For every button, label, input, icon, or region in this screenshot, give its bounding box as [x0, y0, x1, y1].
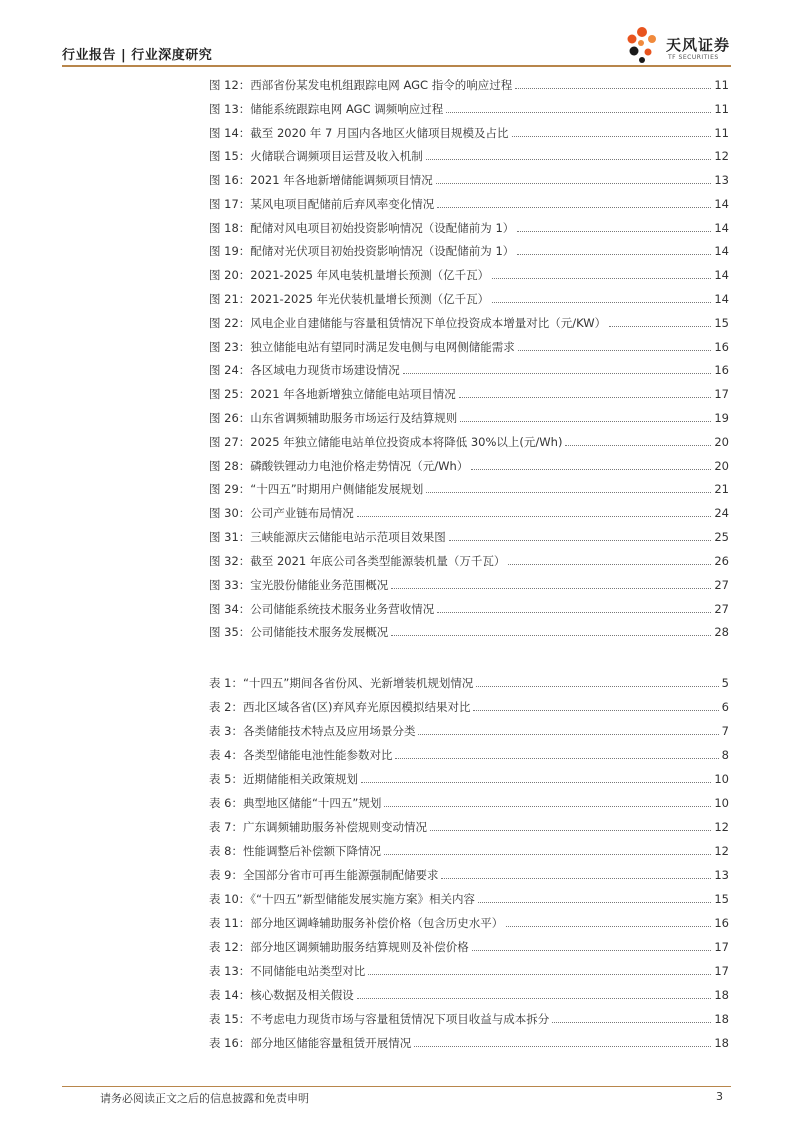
- toc-table-entry[interactable]: [209, 746, 729, 762]
- toc-figure-entry[interactable]: [209, 433, 729, 449]
- toc-entry-title: 图 13：储能系统跟踪电网 AGC 调频响应过程: [209, 102, 444, 116]
- toc-leader-dots: [512, 136, 712, 137]
- toc-page-number: 11: [714, 102, 729, 116]
- footer-page-number: 3: [716, 1090, 723, 1103]
- toc-entry-title: 表 7：广东调频辅助服务补偿规则变动情况: [209, 820, 427, 834]
- header-divider: [62, 65, 731, 67]
- toc-page-number: 12: [714, 844, 729, 858]
- toc-table-entry[interactable]: [209, 770, 729, 786]
- toc-page-number: 5: [721, 676, 729, 690]
- toc-page-number: 11: [714, 78, 729, 92]
- toc-leader-dots: [446, 112, 711, 113]
- toc-leader-dots: [515, 88, 711, 89]
- toc-page-number: 16: [714, 363, 729, 377]
- toc-page-number: 18: [714, 988, 729, 1002]
- toc-table-entry[interactable]: [209, 914, 729, 930]
- toc-leader-dots: [391, 588, 711, 589]
- toc-figure-entry[interactable]: [209, 100, 729, 116]
- toc-leader-dots: [609, 326, 711, 327]
- toc-figure-entry[interactable]: [209, 219, 729, 235]
- report-category: 行业报告 | 行业深度研究: [62, 48, 213, 63]
- toc-figure-entry[interactable]: [209, 314, 729, 330]
- toc-figure-entry[interactable]: [209, 338, 729, 354]
- toc-page-number: 20: [714, 459, 729, 473]
- toc-leader-dots: [391, 635, 711, 636]
- toc-figure-entry[interactable]: [209, 76, 729, 92]
- toc-entry-title: 表 1：“十四五”期间各省份风、光新增装机规划情况: [209, 676, 474, 690]
- toc-leader-dots: [418, 734, 718, 735]
- toc-leader-dots: [414, 1046, 711, 1047]
- toc-leader-dots: [460, 421, 711, 422]
- toc-entry-title: 图 29：“十四五”时期用户侧储能发展规划: [209, 482, 424, 496]
- toc-page-number: 14: [714, 292, 729, 306]
- toc-entry-title: 表 10：《“十四五”新型储能发展实施方案》相关内容: [209, 892, 475, 906]
- toc-entry-title: 表 9：全国部分省市可再生能源强制配储要求: [209, 868, 439, 882]
- toc-leader-dots: [403, 373, 712, 374]
- toc-leader-dots: [384, 854, 711, 855]
- toc-page-number: 11: [714, 126, 729, 140]
- toc-table-entry[interactable]: [209, 866, 729, 882]
- toc-leader-dots: [459, 397, 712, 398]
- toc-leader-dots: [426, 492, 711, 493]
- toc-leader-dots: [565, 445, 711, 446]
- toc-page-number: 14: [714, 268, 729, 282]
- logo-chinese-name: 天风证券: [666, 36, 731, 54]
- toc-leader-dots: [357, 516, 712, 517]
- toc-entry-title: 表 13：不同储能电站类型对比: [209, 964, 366, 978]
- toc-page-number: 17: [714, 964, 729, 978]
- toc-page-number: 17: [714, 940, 729, 954]
- toc-leader-dots: [430, 830, 711, 831]
- toc-entry-title: 图 22：风电企业自建储能与容量租赁情况下单位投资成本增量对比（元/KW）: [209, 316, 607, 330]
- toc-leader-dots: [552, 1022, 711, 1023]
- footer-divider: [62, 1086, 731, 1087]
- toc-page-number: 13: [714, 868, 729, 882]
- logo-flower-icon: [620, 24, 664, 66]
- toc-figure-entry[interactable]: [209, 504, 729, 520]
- toc-leader-dots: [384, 806, 711, 807]
- toc-page-number: 18: [714, 1012, 729, 1026]
- toc-table-entry[interactable]: [209, 986, 729, 1002]
- toc-leader-dots: [476, 686, 718, 687]
- toc-entry-title: 表 3：各类储能技术特点及应用场景分类: [209, 724, 416, 738]
- toc-entry-title: 图 18：配储对风电项目初始投资影响情况（设配储前为 1）: [209, 221, 515, 235]
- toc-table-entry[interactable]: [209, 842, 729, 858]
- toc-page-number: 12: [714, 820, 729, 834]
- toc-page-number: 8: [721, 748, 729, 762]
- toc-entry-title: 图 32：截至 2021 年底公司各类型能源装机量（万千瓦）: [209, 554, 506, 568]
- toc-leader-dots: [361, 782, 711, 783]
- toc-figure-entry[interactable]: [209, 480, 729, 496]
- toc-page-number: 16: [714, 340, 729, 354]
- toc-figure-entry[interactable]: [209, 623, 729, 639]
- toc-page-number: 15: [714, 892, 729, 906]
- toc-page-number: 20: [714, 435, 729, 449]
- toc-leader-dots: [492, 278, 711, 279]
- toc-entry-title: 图 34：公司储能系统技术服务业务营收情况: [209, 602, 435, 616]
- toc-page-number: 16: [714, 916, 729, 930]
- toc-leader-dots: [472, 950, 712, 951]
- toc-table-entry[interactable]: [209, 890, 729, 906]
- toc-entry-title: 图 15：火储联合调频项目运营及收入机制: [209, 149, 423, 163]
- footer-disclaimer: 请务必阅读正文之后的信息披露和免责申明: [100, 1092, 309, 1105]
- toc-page-number: 7: [721, 724, 729, 738]
- toc-entry-title: 表 5：近期储能相关政策规划: [209, 772, 358, 786]
- toc-figure-entry[interactable]: [209, 361, 729, 377]
- toc-figure-entry[interactable]: [209, 528, 729, 544]
- toc-leader-dots: [357, 998, 712, 999]
- toc-table-entry[interactable]: [209, 722, 729, 738]
- toc-page-number: 18: [714, 1036, 729, 1050]
- toc-table-entry[interactable]: [209, 1034, 729, 1050]
- toc-figure-entry[interactable]: [209, 552, 729, 568]
- toc-table-entry[interactable]: [209, 1010, 729, 1026]
- toc-leader-dots: [426, 159, 712, 160]
- toc-page-number: 15: [714, 316, 729, 330]
- toc-leader-dots: [473, 710, 718, 711]
- toc-page-number: 14: [714, 221, 729, 235]
- toc-entry-title: 图 14：截至 2020 年 7 月国内各地区火储项目规模及占比: [209, 126, 509, 140]
- toc-page-number: 28: [714, 625, 729, 639]
- toc-entry-title: 表 6：典型地区储能“十四五”规划: [209, 796, 382, 810]
- toc-figure-entry[interactable]: [209, 385, 729, 401]
- toc-figure-entry[interactable]: [209, 195, 729, 211]
- toc-page-number: 21: [714, 482, 729, 496]
- toc-entry-title: 表 8：性能调整后补偿额下降情况: [209, 844, 381, 858]
- toc-page-number: 27: [714, 578, 729, 592]
- toc-entry-title: 图 33：宝光股份储能业务范围概况: [209, 578, 389, 592]
- toc-entry-title: 表 15：不考虑电力现货市场与容量租赁情况下项目收益与成本拆分: [209, 1012, 550, 1026]
- toc-leader-dots: [492, 302, 711, 303]
- toc-leader-dots: [449, 540, 712, 541]
- toc-figure-entry[interactable]: [209, 147, 729, 163]
- toc-leader-dots: [395, 758, 718, 759]
- toc-figure-entry[interactable]: [209, 457, 729, 473]
- toc-leader-dots: [508, 564, 711, 565]
- toc-entry-title: 图 25：2021 年各地新增独立储能电站项目情况: [209, 387, 456, 401]
- toc-entry-title: 图 12：西部省份某发电机组跟踪电网 AGC 指令的响应过程: [209, 78, 513, 92]
- toc-figure-entry[interactable]: [209, 171, 729, 187]
- toc-leader-dots: [478, 902, 711, 903]
- toc-leader-dots: [437, 612, 711, 613]
- toc-page-number: 25: [714, 530, 729, 544]
- toc-leader-dots: [437, 207, 711, 208]
- toc-figure-entry[interactable]: [209, 290, 729, 306]
- toc-entry-title: 表 4：各类型储能电池性能参数对比: [209, 748, 393, 762]
- toc-entry-title: 图 27：2025 年独立储能电站单位投资成本将降低 30%以上(元/Wh): [209, 435, 563, 449]
- toc-entry-title: 表 14：核心数据及相关假设: [209, 988, 354, 1002]
- toc-page-number: 17: [714, 387, 729, 401]
- toc-entry-title: 图 20：2021-2025 年风电装机量增长预测（亿千瓦）: [209, 268, 490, 282]
- toc-leader-dots: [506, 926, 711, 927]
- toc-entry-title: 图 31：三峡能源庆云储能电站示范项目效果图: [209, 530, 446, 544]
- toc-page-number: 19: [714, 411, 729, 425]
- toc-table-entry[interactable]: [209, 818, 729, 834]
- toc-page-number: 12: [714, 149, 729, 163]
- toc-page-number: 14: [714, 197, 729, 211]
- logo-english-name: TF SECURITIES: [668, 54, 719, 61]
- toc-table-entry[interactable]: [209, 938, 729, 954]
- toc-leader-dots: [436, 183, 712, 184]
- toc-entry-title: 表 11：部分地区调峰辅助服务补偿价格（包含历史水平）: [209, 916, 504, 930]
- toc-table-entry[interactable]: [209, 962, 729, 978]
- company-logo: [620, 24, 740, 66]
- toc-entry-title: 图 16：2021 年各地新增储能调频项目情况: [209, 173, 433, 187]
- toc-leader-dots: [518, 350, 712, 351]
- toc-page-number: 24: [714, 506, 729, 520]
- toc-entry-title: 图 17：某风电项目配储前后弃风率变化情况: [209, 197, 435, 211]
- toc-entry-title: 图 28：磷酸铁锂动力电池价格走势情况（元/Wh）: [209, 459, 469, 473]
- toc-entry-title: 图 21：2021-2025 年光伏装机量增长预测（亿千瓦）: [209, 292, 490, 306]
- toc-entry-title: 图 35：公司储能技术服务发展概况: [209, 625, 389, 639]
- toc-leader-dots: [368, 974, 711, 975]
- toc-entry-title: 图 26：山东省调频辅助服务市场运行及结算规则: [209, 411, 458, 425]
- toc-entry-title: 表 12：部分地区调频辅助服务结算规则及补偿价格: [209, 940, 469, 954]
- toc-table-entry[interactable]: [209, 698, 729, 714]
- toc-table-entry[interactable]: [209, 674, 729, 690]
- toc-page-number: 13: [714, 173, 729, 187]
- toc-figure-entry[interactable]: [209, 576, 729, 592]
- toc-page-number: 26: [714, 554, 729, 568]
- toc-table-entry[interactable]: [209, 794, 729, 810]
- toc-entry-title: 图 23：独立储能电站有望同时满足发电侧与电网侧储能需求: [209, 340, 515, 354]
- toc-entry-title: 图 30：公司产业链布局情况: [209, 506, 354, 520]
- toc-leader-dots: [517, 254, 711, 255]
- toc-leader-dots: [441, 878, 711, 879]
- toc-page-number: 10: [714, 772, 729, 786]
- toc-leader-dots: [471, 469, 711, 470]
- toc-entry-title: 图 19：配储对光伏项目初始投资影响情况（设配储前为 1）: [209, 244, 515, 258]
- toc-page-number: 14: [714, 244, 729, 258]
- toc-entry-title: 表 16：部分地区储能容量租赁开展情况: [209, 1036, 412, 1050]
- toc-entry-title: 表 2：西北区域各省(区)弃风弃光原因模拟结果对比: [209, 700, 471, 714]
- toc-leader-dots: [517, 231, 711, 232]
- toc-figure-entry[interactable]: [209, 124, 729, 140]
- toc-figure-entry[interactable]: [209, 242, 729, 258]
- toc-page-number: 27: [714, 602, 729, 616]
- toc-figure-entry[interactable]: [209, 600, 729, 616]
- toc-page-number: 10: [714, 796, 729, 810]
- toc-figure-entry[interactable]: [209, 266, 729, 282]
- toc-page-number: 6: [721, 700, 729, 714]
- toc-entry-title: 图 24：各区域电力现货市场建设情况: [209, 363, 400, 377]
- toc-figure-entry[interactable]: [209, 409, 729, 425]
